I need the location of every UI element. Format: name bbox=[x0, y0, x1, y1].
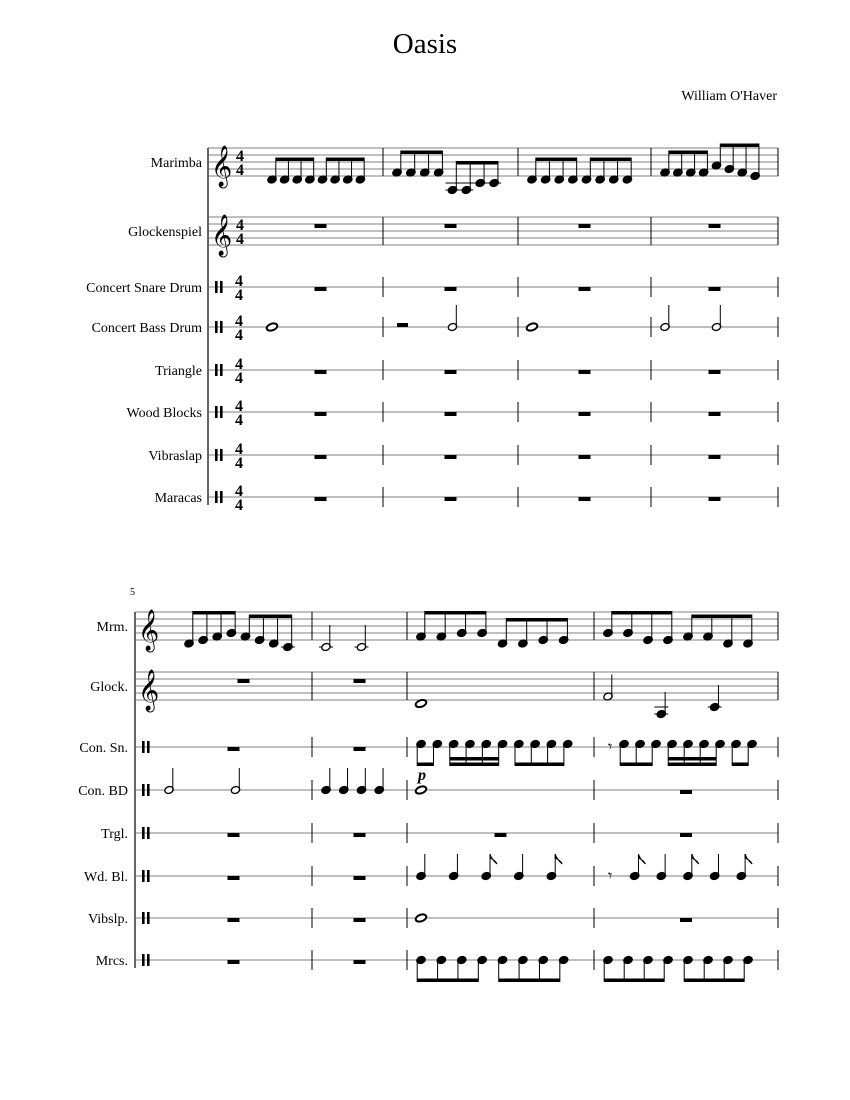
time-signature-top: 4 bbox=[235, 273, 243, 290]
instrument-label: Vibraslap bbox=[148, 449, 202, 464]
percussion-clef-icon bbox=[215, 364, 218, 376]
whole-rest bbox=[228, 833, 240, 837]
percussion-clef-icon bbox=[147, 784, 150, 796]
instrument-label: Mrcs. bbox=[95, 954, 128, 969]
note-flag bbox=[745, 854, 752, 864]
whole-rest bbox=[579, 287, 591, 291]
time-signature-bottom: 4 bbox=[235, 287, 243, 304]
whole-rest bbox=[354, 679, 366, 683]
beam bbox=[276, 158, 314, 162]
time-signature-bottom: 4 bbox=[235, 327, 243, 344]
whole-rest bbox=[709, 224, 721, 228]
whole-rest bbox=[579, 412, 591, 416]
staff-1 bbox=[128, 214, 778, 257]
time-signature-bottom: 4 bbox=[236, 162, 244, 179]
note-flag bbox=[638, 854, 645, 864]
eighth-rest: 𝄾 bbox=[608, 737, 613, 756]
percussion-clef-icon bbox=[142, 954, 145, 966]
time-signature-bottom: 4 bbox=[235, 370, 243, 387]
staff-2 bbox=[79, 737, 778, 766]
percussion-clef-icon bbox=[215, 321, 218, 333]
percussion-clef-icon bbox=[147, 827, 150, 839]
beam bbox=[456, 161, 498, 165]
whole-rest bbox=[445, 412, 457, 416]
percussion-clef-icon bbox=[220, 449, 223, 461]
staff-7 bbox=[96, 950, 778, 982]
percussion-clef-icon bbox=[142, 827, 145, 839]
percussion-clef-icon bbox=[215, 491, 218, 503]
whole-rest bbox=[709, 412, 721, 416]
instrument-label: Vibslp. bbox=[88, 912, 128, 927]
percussion-clef-icon bbox=[220, 491, 223, 503]
beam bbox=[326, 158, 364, 162]
staff-1 bbox=[90, 669, 778, 719]
percussion-clef-icon bbox=[147, 954, 150, 966]
whole-rest bbox=[315, 412, 327, 416]
whole-rest bbox=[315, 370, 327, 374]
whole-rest bbox=[579, 497, 591, 501]
whole-rest bbox=[495, 833, 507, 837]
beam bbox=[536, 158, 577, 162]
time-signature-top: 4 bbox=[235, 483, 243, 500]
instrument-label: Marimba bbox=[150, 156, 202, 171]
beam bbox=[193, 611, 235, 615]
note-head bbox=[526, 322, 539, 332]
percussion-clef-icon bbox=[215, 406, 218, 418]
beam bbox=[684, 979, 744, 983]
beam bbox=[732, 763, 748, 767]
beam bbox=[499, 979, 560, 983]
staff-6 bbox=[148, 441, 778, 472]
whole-rest bbox=[709, 287, 721, 291]
whole-rest bbox=[579, 370, 591, 374]
time-signature-top: 4 bbox=[235, 398, 243, 415]
time-signature-top: 4 bbox=[235, 356, 243, 373]
note-head bbox=[415, 785, 428, 795]
treble-clef-icon: 𝄞 bbox=[211, 215, 233, 256]
staff-2 bbox=[86, 273, 778, 304]
staff-7 bbox=[155, 483, 778, 514]
time-signature-top: 4 bbox=[236, 217, 244, 234]
whole-rest bbox=[354, 747, 366, 751]
eighth-rest: 𝄾 bbox=[608, 866, 613, 885]
percussion-clef-icon bbox=[147, 741, 150, 753]
percussion-clef-icon bbox=[147, 870, 150, 882]
whole-rest bbox=[228, 747, 240, 751]
beam bbox=[620, 763, 652, 767]
beam bbox=[417, 979, 478, 983]
percussion-clef-icon bbox=[215, 281, 218, 293]
percussion-clef-icon bbox=[142, 741, 145, 753]
whole-rest bbox=[354, 918, 366, 922]
instrument-label: Con. Sn. bbox=[79, 741, 128, 756]
system-1 bbox=[86, 144, 778, 515]
beam bbox=[506, 618, 567, 622]
time-signature-top: 4 bbox=[236, 148, 244, 165]
system-2 bbox=[78, 587, 778, 982]
instrument-label: Glock. bbox=[90, 680, 128, 695]
instrument-label: Con. BD bbox=[78, 784, 128, 799]
whole-rest bbox=[315, 497, 327, 501]
beam bbox=[668, 763, 716, 767]
beam bbox=[450, 763, 499, 767]
whole-rest bbox=[354, 960, 366, 964]
beam bbox=[425, 611, 486, 615]
whole-rest bbox=[579, 455, 591, 459]
instrument-label: Mrm. bbox=[96, 620, 128, 635]
percussion-clef-icon bbox=[215, 449, 218, 461]
half-rest bbox=[397, 323, 408, 327]
whole-rest bbox=[709, 497, 721, 501]
measure-number: 5 bbox=[130, 587, 135, 598]
whole-rest bbox=[354, 876, 366, 880]
time-signature-bottom: 4 bbox=[236, 231, 244, 248]
instrument-label: Concert Bass Drum bbox=[91, 321, 202, 336]
whole-rest bbox=[315, 224, 327, 228]
percussion-clef-icon bbox=[147, 912, 150, 924]
dynamic-piano: p bbox=[418, 767, 426, 784]
beam bbox=[612, 611, 672, 615]
whole-rest bbox=[445, 224, 457, 228]
instrument-label: Glockenspiel bbox=[128, 225, 202, 240]
percussion-clef-icon bbox=[220, 364, 223, 376]
whole-rest bbox=[315, 455, 327, 459]
beam bbox=[720, 144, 759, 148]
beam bbox=[590, 158, 631, 162]
whole-rest bbox=[680, 790, 692, 794]
whole-rest bbox=[445, 455, 457, 459]
note-flag bbox=[692, 854, 699, 864]
score-title: Oasis bbox=[392, 28, 458, 60]
percussion-clef-icon bbox=[220, 321, 223, 333]
note-flag bbox=[490, 854, 497, 864]
note-flag bbox=[555, 854, 562, 864]
staff-0 bbox=[97, 609, 779, 652]
staff-4 bbox=[155, 356, 778, 387]
percussion-clef-icon bbox=[142, 870, 145, 882]
staff-5 bbox=[84, 854, 778, 886]
beam bbox=[515, 763, 564, 767]
time-signature-top: 4 bbox=[235, 313, 243, 330]
instrument-label: Wood Blocks bbox=[126, 406, 202, 421]
time-signature-bottom: 4 bbox=[235, 455, 243, 472]
staff-3 bbox=[78, 768, 778, 800]
whole-rest bbox=[315, 287, 327, 291]
beam bbox=[450, 757, 499, 761]
staff-6 bbox=[88, 908, 778, 928]
whole-rest bbox=[354, 833, 366, 837]
whole-rest bbox=[445, 287, 457, 291]
percussion-clef-icon bbox=[220, 281, 223, 293]
note-head bbox=[266, 322, 279, 332]
instrument-label: Maracas bbox=[154, 491, 202, 506]
staff-4 bbox=[101, 823, 778, 843]
composer: William O'Haver bbox=[681, 89, 777, 104]
staff-3 bbox=[92, 305, 778, 344]
time-signature-top: 4 bbox=[235, 441, 243, 458]
beam bbox=[668, 757, 716, 761]
whole-rest bbox=[238, 679, 250, 683]
beam bbox=[604, 979, 664, 983]
whole-rest bbox=[228, 960, 240, 964]
time-signature-bottom: 4 bbox=[235, 412, 243, 429]
beam bbox=[692, 615, 752, 619]
instrument-label: Wd. Bl. bbox=[84, 870, 128, 885]
whole-rest bbox=[680, 918, 692, 922]
percussion-clef-icon bbox=[142, 912, 145, 924]
note-head bbox=[415, 913, 428, 923]
beam bbox=[401, 151, 443, 155]
instrument-label: Triangle bbox=[155, 364, 202, 379]
treble-clef-icon: 𝄞 bbox=[138, 610, 160, 651]
whole-rest bbox=[445, 370, 457, 374]
whole-rest bbox=[228, 918, 240, 922]
percussion-clef-icon bbox=[142, 784, 145, 796]
time-signature-bottom: 4 bbox=[235, 497, 243, 514]
treble-clef-icon: 𝄞 bbox=[138, 670, 160, 711]
whole-rest bbox=[579, 224, 591, 228]
instrument-label: Trgl. bbox=[101, 827, 128, 842]
whole-rest bbox=[228, 876, 240, 880]
instrument-label: Concert Snare Drum bbox=[86, 281, 202, 296]
staff-5 bbox=[127, 398, 778, 429]
beam bbox=[669, 151, 708, 155]
beam bbox=[249, 615, 291, 619]
whole-rest bbox=[680, 833, 692, 837]
staff-0 bbox=[151, 144, 778, 195]
whole-rest bbox=[709, 455, 721, 459]
whole-rest bbox=[709, 370, 721, 374]
treble-clef-icon: 𝄞 bbox=[211, 146, 233, 187]
percussion-clef-icon bbox=[220, 406, 223, 418]
beam bbox=[417, 763, 433, 767]
whole-rest bbox=[445, 497, 457, 501]
